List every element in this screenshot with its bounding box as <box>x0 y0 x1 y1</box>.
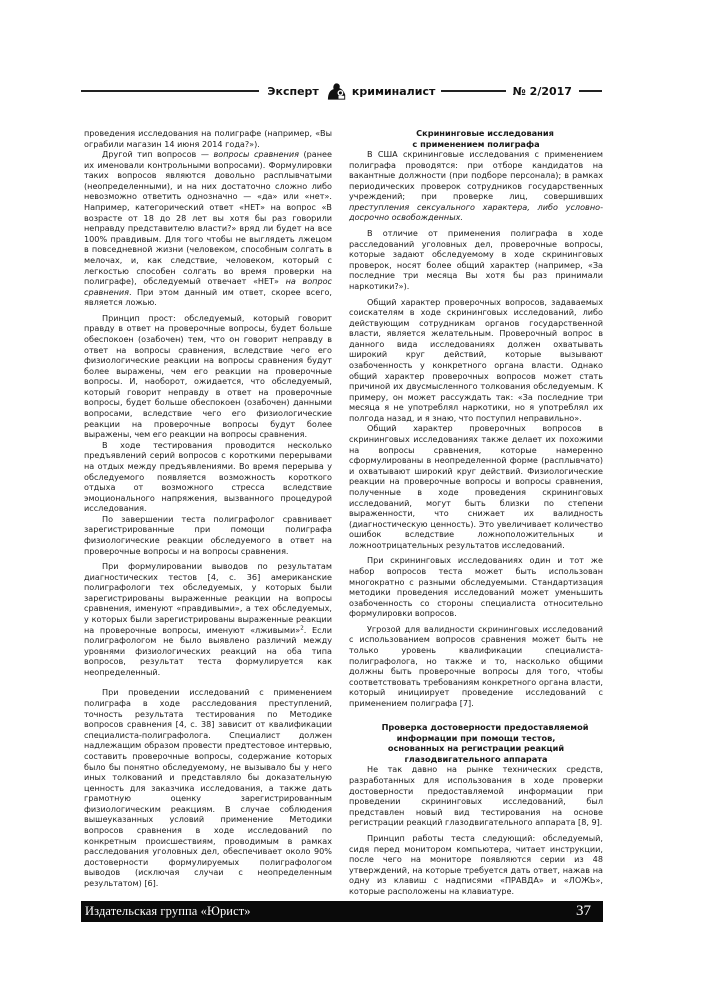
publisher-name: Издательская группа «Юрист» <box>85 904 251 918</box>
paragraph: Принцип работы теста следующий: обследуемый, сидя перед монитором компьютера, читает инструкции, после чего на мониторе появляются серии из 48 утверждений, на которые требуется дать ответ, нажав на одну из клавиш с надписями «ПРАВДА» и «ЛОЖЬ», которые расположены на клавиатуре. <box>349 832 603 896</box>
paragraph: Общий характер проверочных вопросов, задаваемых соискателям в ходе скрининговых исследований, либо действующим сотрудникам органов государственной власти, является желательным. Проверочный вопрос в данного вида исследованиях должен охватывать широкий круг действий, которые вызывают озабоченность у конкретного органа власти. Однако общий характер проверочных вопросов может стать причиной их двусмысленного толкования обследуемым. К примеру, он может рассуждать так: «За последние три месяца я не употреблял наркотики, но я употреблял их полгода назад, и я знаю, что поступил неправильно». <box>349 296 603 423</box>
page-number: 37 <box>576 903 591 919</box>
microscope-person-icon <box>326 81 347 101</box>
paragraph: В отличие от применения полиграфа в ходе расследований уголовных дел, проверочные вопросы, которые задают обследуемому в ходе скрининговых проверок, носят более общий характер (например, «За последние три месяца Вы хотя бы раз принимали наркотики?»). <box>349 228 603 291</box>
journal-title-part2: криминалист <box>351 84 436 98</box>
paragraph: Другой тип вопросов — вопросы сравнения (ранее их именовали контрольными вопросами). Формулировки таких вопросов являются довольно расплывчатыми (неопределенными), и на них достаточно сложно либо невозможно ответить однозначно — «да» или «нет». Например, категорический ответ «НЕТ» на вопрос «В возрасте от 18 до 28 лет вы хотя бы раз говорили неправду представителю власти?» вряд ли будет на все 100% правдивым. Для того чтобы не выглядеть лжецом в повседневной жизни (человеком, способным солгать в мелочах, и, как следствие, человеком, который с легкостью способен солгать во время проверки на полиграфе), обследуемый отвечает «НЕТ» на вопрос сравнения. При этом данный им ответ, скорее всего, является ложью. <box>84 149 332 308</box>
footnote-ref[interactable]: 2 <box>300 624 304 631</box>
header-rule-left <box>81 90 259 92</box>
paragraph: В США скрининговые исследования с применением полиграфа проводятся: при отборе кандидатов на вакантные должности (при подборе персонала); в рамках периодических проверок сотрудников государственных учреждений; при проверке лиц, совершивших преступления сексуального характера, либо условно-досрочно освобожденных. <box>349 149 603 223</box>
running-header <box>81 80 602 102</box>
paragraph: Принцип прост: обследуемый, который говорит правду в ответ на проверочные вопросы, будет больше обеспокоен (озабочен) тем, что он говорит неправду в ответ на вопросы сравнения, вследствие чего его физиологические реакции на вопросы сравнения будут более выражены, чем его реакции на проверочные вопросы. И, наоборот, ожидается, что обследуемый, который говорит неправду в ответ на проверочные вопросы, будет больше обеспокоен (озабочен) данными вопросами, вследствие чего его физиологические реакции на проверочные вопросы будут более выражены, чем его реакции на вопросы сравнения. <box>84 312 332 440</box>
header-rule-middle <box>441 90 505 92</box>
paragraph: Общий характер проверочных вопросов в скрининговых исследованиях также делает их похожими на вопросы сравнения, которые намеренно сформулированы в неопределенной форме (расплывчато) и охватывают широкий круг действий. Физиологические реакции на проверочные вопросы и вопросы сравнения, полученные в ходе проведения скрининговых исследований, могут быть близки по степени выраженности, что снижает их валидность (диагностическую ценность). Это увеличивает количество ошибок вследствие ложноположительных и ложноотрицательных результатов исследований. <box>349 423 603 550</box>
journal-title-part1: Эксперт <box>267 84 319 98</box>
paragraph: Не так давно на рынке технических средств, разработанных для использования в ходе проверки достоверности предоставляемой информации при проведении скрининговых исследований, был представлен новый вид тестирования на основе регистрации реакций глазодвигательного аппарата [8, 9]. <box>349 764 603 828</box>
left-column <box>84 128 332 888</box>
paragraph: По завершении теста полиграфолог сравнивает зарегистрированные при помощи полиграфа физиологические реакции обследуемого в ответ на проверочные вопросы и на вопросы сравнения. <box>84 513 332 556</box>
emphasis: на вопрос сравнения <box>84 276 332 297</box>
header-rule-right <box>579 90 602 92</box>
paragraph: При формулировании выводов по результатам диагностических тестов [4, с. 36] американские полиграфологи тех обследуемых, у которых были зарегистрированы выраженные реакции на вопросы сравнения, именуют «правдивыми», а тех обследуемых, у которых были зарегистрированы выраженные реакции на проверочные вопросы, именуют «лживыми»$^2$. Если полиграфологом не было выявлено различий между уровнями физиологических реакций на оба типа вопросов, результат теста формулируется как неопределенный. <box>84 561 332 677</box>
paragraph: Угрозой для валидности скрининговых исследований с использованием вопросов сравнения может быть не только уровень квалификации специалиста-полиграфолога, но также и то, насколько общими должны быть проверочные вопросы для того, чтобы соответствовать требованиям конкретного органа власти, который инициирует проведение исследований с применением полиграфа [7]. <box>349 623 603 708</box>
emphasis: преступления сексуального характера, либо условно-досрочно освобожденных. <box>349 201 603 223</box>
paragraph: При скрининговых исследованиях один и тот же набор вопросов теста может быть использован многократно с разными обследуемыми. Стандартизация методики проведения исследований может уменьшить озабоченность со стороны специалиста относительно формулировки вопросов. <box>349 555 603 619</box>
emphasis: вопросы сравнения <box>213 149 299 160</box>
paragraph: проведения исследования на полиграфе (например, «Вы ограбили магазин 14 июня 2014 года?»). <box>84 128 332 149</box>
paragraph: При проведении исследований с применением полиграфа в ходе расследования преступлений, точность результата тестирования по Методике вопросов сравнения [4, с. 38] зависит от квалификации специалиста-полиграфолога. Специалист должен надлежащим образом провести предтестовое интервью, составить проверочные вопросы, содержание которых было бы понятно обследуемому, не вызывало бы у него иных толкований и представляло бы доказательную ценность для заказчика исследования, а также дать грамотную оценку зарегистрированным физиологическим реакциям. В случае соблюдения вышеуказанных условий применение Методики вопросов сравнения в ходе исследований по конкретным происшествиям, проводимым в рамках расследования уголовных дел, обеспечивает около 90% достоверности формулируемых полиграфологом выводов (исключая случаи с неопределенным результатом) [6]. <box>84 687 332 888</box>
issue-number: № 2/2017 <box>512 84 572 98</box>
right-column <box>349 128 603 896</box>
section-heading: Скрининговые исследования с применением полиграфа <box>412 128 554 149</box>
paragraph: В ходе тестирования проводится несколько предъявлений серий вопросов с короткими перерывами на отдых между предъявлениями. Во время перерыва у обследуемого появляется возможность короткого отдыха от возможного стресса вследствие эмоционального напряжения, вызванного процедурой исследования. <box>84 439 332 514</box>
section-heading: Проверка достоверности предоставляемой информации при помощи тестов, основанных на регистрации реакций глазодвигательного аппарата <box>381 722 589 764</box>
page-footer <box>81 901 603 922</box>
